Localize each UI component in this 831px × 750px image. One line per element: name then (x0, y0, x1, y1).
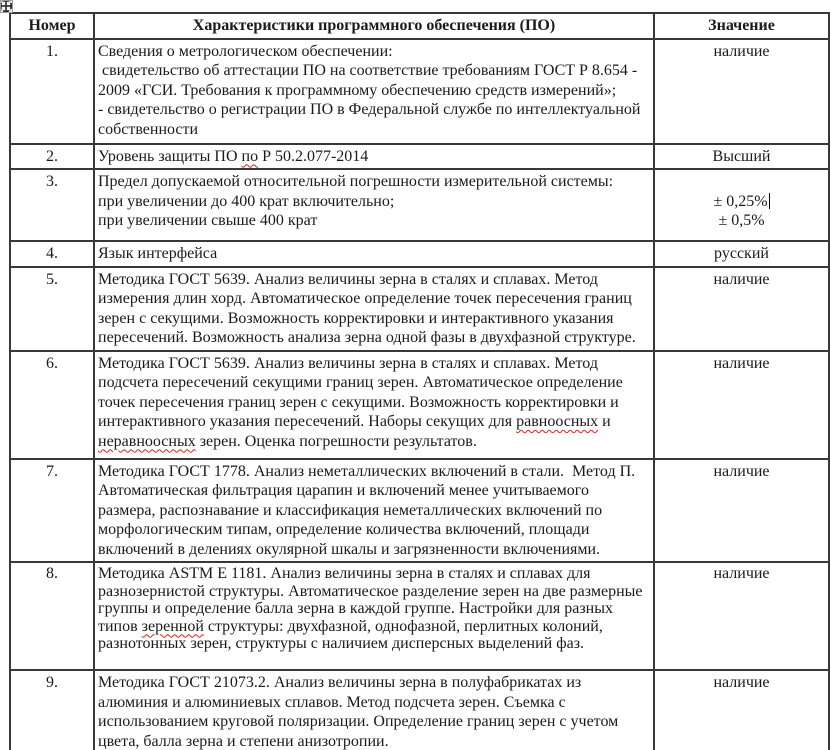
misspelled-word[interactable]: неравноосных (98, 432, 196, 450)
paragraph-text: свидетельство об аттестации ПО на соответствие требованиям ГОСТ Р 8.654 - 2009 «ГСИ. Требования к программному обеспечению средств измерений»; (98, 62, 642, 99)
col-header-value[interactable]: Значение (654, 13, 829, 39)
text-cursor (769, 193, 770, 209)
table-row (10, 351, 829, 459)
table-row (10, 267, 829, 351)
characteristic-cell[interactable] (94, 267, 654, 351)
value-cell[interactable] (654, 144, 829, 170)
paragraph-text: Методика ГОСТ 5639. Анализ величины зерна в сталях и сплавах. Метод подсчета пересечений секущими границ зерен. Автоматическое определение точек пересечения границ зерен с секущими. Возможность корректировки и интерактивного указания пересечений. Наборы секущих для равноосных и неравноосных зерен. Оценка погрешности результатов. (98, 354, 623, 450)
characteristic-cell[interactable] (94, 459, 654, 563)
paragraph-text: Методика ASTM E 1181. Анализ величины зерна в сталях и сплавах для разнозернистой структуры. Автоматическое разделение зерен на две размерные группы и определение балла зерна в каждой группе. Настройки для разных типов зеренной структуры: двухфазной, однофазной, перлитных колоний, разнотонных зерен, структуры с наличием дисперсных выделений фаз. (98, 565, 643, 652)
paragraph-text: Язык интерфейса (98, 245, 218, 262)
table-row (10, 562, 829, 670)
table-row (10, 670, 829, 750)
value-line (658, 172, 825, 192)
row-number-cell[interactable]: 9. (10, 670, 94, 750)
paragraph-text: Уровень защиты ПО по Р 50.2.077-2014 (98, 147, 369, 165)
value-cell[interactable] (654, 562, 829, 670)
paragraph-text: при увеличении свыше 400 крат (98, 212, 318, 229)
value-line: наличие (713, 354, 770, 372)
paragraph-text: Методика ГОСТ 1778. Анализ неметаллических включений в стали. Метод П. Автоматическая фильтрация царапин и включений менее учитываемого размера, распознавание и классификация неметаллических включений по морфологическим типам, определение количества включений, площади включений в делениях окулярной шкалы и загрязненности включениями. (98, 462, 640, 558)
row-number-cell[interactable]: 3. (10, 169, 94, 241)
value-line: наличие (713, 674, 770, 691)
table-move-handle-icon[interactable] (0, 0, 13, 13)
row-number-cell[interactable]: 2. (10, 144, 94, 170)
characteristic-cell[interactable] (94, 144, 654, 170)
misspelled-word[interactable]: по (241, 147, 259, 165)
value-cell[interactable] (654, 351, 829, 459)
table-row (10, 241, 829, 267)
table-row (10, 39, 829, 144)
row-number-cell[interactable]: 8. (10, 562, 94, 670)
misspelled-word[interactable]: зеренной (141, 617, 204, 635)
move-cross-glyph (0, 0, 13, 13)
value-line: русский (714, 245, 769, 262)
table-body (10, 39, 829, 750)
row-number-cell[interactable]: 5. (10, 267, 94, 351)
value-line: ± 0,25% (713, 192, 768, 210)
col-header-number[interactable]: Номер (10, 13, 94, 39)
characteristic-cell[interactable] (94, 241, 654, 267)
row-number-cell[interactable]: 4. (10, 241, 94, 267)
table-row (10, 144, 829, 170)
row-number-cell[interactable]: 7. (10, 459, 94, 563)
paragraph-text: Предел допускаемой относительной погрешности измерительной системы: (98, 173, 614, 190)
value-line: Высший (712, 147, 771, 165)
characteristic-cell[interactable] (94, 670, 654, 750)
value-cell[interactable] (654, 241, 829, 267)
value-line: наличие (713, 270, 770, 288)
paragraph-text: Методика ГОСТ 5639. Анализ величины зерна в сталях и сплавах. Метод измерения длин хорд. Автоматическое определение точек пересечения границ зерен с секущими. Возможность корректировки и интерактивного указания пересечений. Возможность анализа зерна одной фазы в двухфазной структуре. (98, 270, 636, 346)
table-row (10, 459, 829, 563)
paragraph-text: - свидетельство о регистрации ПО в Федеральной службе по интеллектуальной собственности (98, 101, 645, 138)
paragraph-text: Сведения о метрологическом обеспечении: (98, 42, 393, 60)
header-row (10, 13, 829, 39)
paragraph-text: при увеличении до 400 крат включительно; (98, 192, 395, 210)
value-cell[interactable] (654, 267, 829, 351)
row-number-cell[interactable]: 6. (10, 351, 94, 459)
value-cell[interactable] (654, 670, 829, 750)
table-row (10, 169, 829, 241)
value-cell[interactable] (654, 169, 829, 241)
characteristic-cell[interactable] (94, 351, 654, 459)
paragraph-text: Методика ГОСТ 21073.2. Анализ величины зерна в полуфабрикатах из алюминия и алюминиевых сплавов. Метод подсчета зерен. Съемка с использованием круговой поляризации. Определение границ зерен с учетом цвета, балла зерна и степени анизотропии. (98, 674, 623, 750)
value-line: ± 0,5% (718, 212, 765, 229)
characteristic-cell[interactable] (94, 169, 654, 241)
characteristic-cell[interactable] (94, 39, 654, 144)
col-header-characteristics[interactable]: Характеристики программного обеспечения (ПО) (94, 13, 654, 39)
value-cell[interactable] (654, 459, 829, 563)
value-line: наличие (713, 565, 770, 582)
table-header (10, 13, 829, 39)
value-line: наличие (713, 462, 770, 480)
value-cell[interactable] (654, 39, 829, 144)
software-characteristics-table (9, 12, 830, 750)
misspelled-word[interactable]: равноосных (516, 413, 599, 430)
value-line: наличие (713, 42, 770, 60)
characteristic-cell[interactable] (94, 562, 654, 670)
row-number-cell[interactable]: 1. (10, 39, 94, 144)
